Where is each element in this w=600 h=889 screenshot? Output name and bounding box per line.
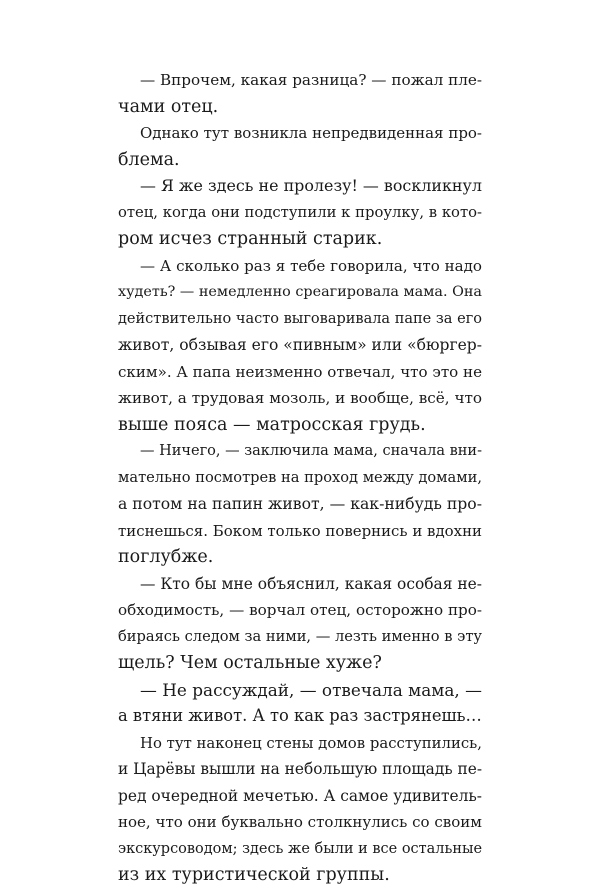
text-line: — Впрочем, какая разница? — пожал пле- [140, 71, 482, 89]
text-line: щель? Чем остальные хуже? [118, 653, 382, 673]
text-line: обходимость, — ворчал отец, осторожно про- [118, 601, 482, 619]
text-line: Однако тут возникла непредвиденная про- [140, 124, 482, 142]
text-line: живот, а трудовая мозоль, и вообще, всё, что [118, 389, 482, 407]
text-line: живот, обзывая его «пивным» или «бюргер- [118, 336, 482, 354]
text-line: и Царёвы вышли на небольшую площадь пе- [118, 760, 483, 778]
text-line: из их туристической группы. [118, 865, 390, 885]
text-line: ное, что они буквально столкнулись со своим [118, 813, 482, 831]
text-line: отец, когда они подступили к проулку, в кото- [118, 203, 482, 221]
text-line: а потом на папин живот, — как-нибудь про- [118, 494, 482, 513]
text-line: — А сколько раз я тебе говорила, что надо [140, 256, 482, 275]
text-line: чами отец. [118, 96, 219, 117]
text-line: ром исчез странный старик. [118, 229, 383, 249]
text-line: — Я же здесь не пролезу! — воскликнул [140, 176, 482, 195]
text-line: худеть? — немедленно среагировала мама. Она [118, 284, 482, 300]
text-line: Но тут наконец стены домов расступились, [140, 733, 482, 752]
text-line: ским». А папа неизменно отвечал, что это не [118, 362, 482, 381]
text-line: — Ничего, — заключила мама, сначала вни- [140, 443, 482, 459]
text-line: мательно посмотрев на проход между домами, [118, 468, 482, 486]
page-text [118, 67, 482, 889]
text-line: экскурсоводом; здесь же были и все остальные [118, 840, 483, 857]
text-line: тиснешься. Боком только повернись и вдохни [118, 521, 482, 540]
text-line: блема. [118, 149, 180, 170]
text-line: ред очередной мечетью. А самое удивитель- [118, 786, 482, 805]
text-line: выше пояса — матросская грудь. [118, 414, 426, 435]
text-line: а втяни живот. А то как раз застрянешь… [118, 706, 482, 725]
text-line: — Не рассуждай, — отвечала мама, — [140, 679, 482, 700]
text-line: бираясь следом за ними, — лезть именно в эту [118, 627, 482, 645]
text-line: — Кто бы мне объяснил, какая особая не- [140, 574, 482, 593]
text-line: поглубже. [118, 547, 214, 567]
text-line: действительно часто выговаривала папе за его [118, 310, 482, 327]
